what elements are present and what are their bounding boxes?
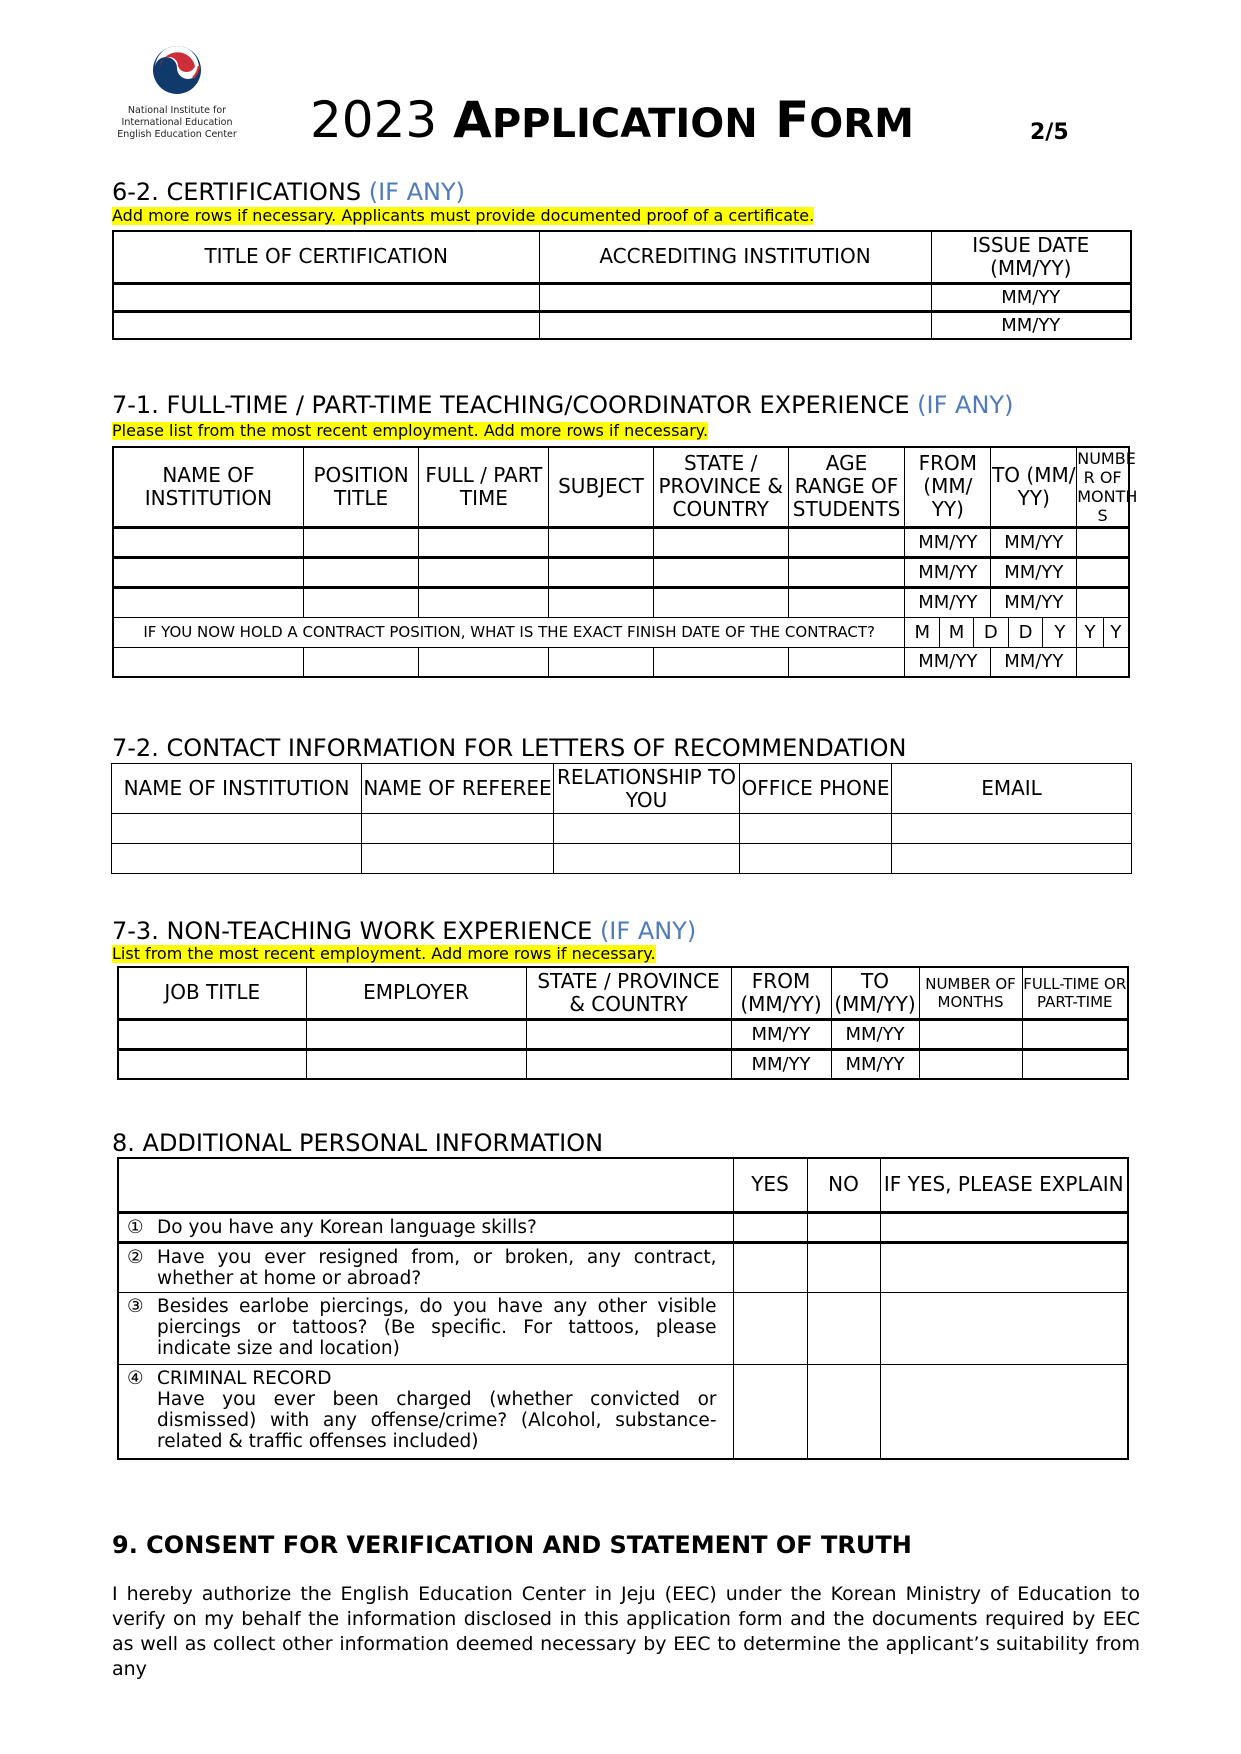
months-cell[interactable]: [919, 1019, 1022, 1049]
personal-table: [117, 1157, 1129, 1460]
column-header: POSITION TITLE: [303, 447, 419, 527]
question-row: [118, 1212, 1128, 1242]
column-header: NAME OF INSTITUTION: [112, 764, 362, 814]
contract-question: IF YOU NOW HOLD A CONTRACT POSITION, WHAT IS THE EXACT FINISH DATE OF THE CONTRACT?: [113, 617, 905, 647]
title-letter: F: [775, 91, 810, 149]
section-suffix: (IF ANY): [917, 391, 1014, 419]
institution-cell[interactable]: [113, 647, 303, 677]
table-row: [113, 311, 1131, 339]
logo: [112, 44, 242, 141]
contract-row: [113, 617, 1129, 647]
section-suffix: (IF ANY): [368, 178, 465, 206]
yes-cell[interactable]: [733, 1242, 807, 1292]
certifications-note: Add more rows if necessary. Applicants must provide documented proof of a certificate.: [112, 206, 815, 225]
column-header: YES: [733, 1158, 807, 1212]
question-cell: [118, 1364, 733, 1459]
consent-title: 9. CONSENT FOR VERIFICATION AND STATEMENT OF TRUTH: [112, 1531, 912, 1559]
question-row: [118, 1292, 1128, 1364]
institution-cell[interactable]: [112, 814, 362, 844]
taegeuk-logo-icon: [151, 44, 203, 96]
employer-cell[interactable]: [306, 1049, 526, 1079]
non-teaching-note: List from the most recent employment. Add more rows if necessary.: [112, 944, 656, 963]
teaching-note: Please list from the most recent employment. Add more rows if necessary.: [112, 421, 709, 440]
title-smallcaps: ORM: [809, 101, 914, 147]
column-header: ISSUE DATE (MM/YY): [931, 231, 1131, 283]
subject-cell[interactable]: [549, 647, 653, 677]
position-cell[interactable]: [303, 647, 419, 677]
table-header-row: [113, 231, 1131, 283]
question-row: [118, 1242, 1128, 1292]
table-header-row: [118, 967, 1128, 1019]
position-cell[interactable]: [303, 527, 419, 557]
logo-line: International Education: [121, 117, 233, 128]
logo-line: National Institute for: [127, 105, 227, 116]
institution-cell[interactable]: [113, 527, 303, 557]
title-smallcaps: PPLICATION: [491, 101, 758, 147]
yes-cell[interactable]: [733, 1292, 807, 1364]
referee-cell[interactable]: [362, 814, 554, 844]
explain-cell[interactable]: [880, 1364, 1128, 1459]
to-cell[interactable]: MM/YY: [991, 527, 1077, 557]
from-cell[interactable]: MM/YY: [731, 1049, 831, 1079]
section-heading: 7-1. FULL-TIME / PART-TIME TEACHING/COORDINATOR EXPERIENCE: [112, 391, 910, 419]
table-header-row: [113, 447, 1129, 527]
section-title-personal: [112, 1129, 603, 1157]
relationship-cell[interactable]: [554, 844, 740, 874]
to-cell[interactable]: MM/YY: [831, 1019, 919, 1049]
question-text: Have you ever resigned from, or broken, any contract, whether at home or abroad?: [157, 1246, 717, 1289]
age-range-cell[interactable]: [788, 587, 905, 617]
question-number: ③: [127, 1295, 144, 1317]
logo-line: English Education Center: [117, 129, 237, 140]
to-cell[interactable]: MM/YY: [991, 587, 1077, 617]
section-heading: 7-3. NON-TEACHING WORK EXPERIENCE: [112, 917, 593, 945]
column-header: TO (MM/YY): [831, 967, 919, 1019]
table-row: [113, 587, 1129, 617]
question-text: Have you ever been charged (whether convicted or dismissed) with any offense/crime? (Alcohol, substance-related & traffic offenses included): [157, 1388, 717, 1452]
position-cell[interactable]: [303, 557, 419, 587]
phone-cell[interactable]: [740, 844, 892, 874]
references-table: [111, 763, 1132, 874]
column-header: RELATIONSHIP TO YOU: [554, 764, 740, 814]
relationship-cell[interactable]: [554, 814, 740, 844]
column-header: FULL-TIME OR PART-TIME: [1022, 967, 1128, 1019]
age-range-cell[interactable]: [788, 527, 905, 557]
location-cell[interactable]: [653, 557, 788, 587]
table-row: [113, 527, 1129, 557]
section-title-certifications: [112, 178, 465, 206]
section-title-references: [112, 734, 906, 762]
to-cell[interactable]: MM/YY: [991, 557, 1077, 587]
contract-date-box[interactable]: M: [940, 617, 974, 647]
column-header: EMPLOYER: [306, 967, 526, 1019]
to-cell[interactable]: MM/YY: [831, 1049, 919, 1079]
contract-date-box[interactable]: Y: [1077, 617, 1104, 647]
question-number: ②: [127, 1246, 144, 1268]
table-header-row: [118, 1158, 1128, 1212]
no-cell[interactable]: [807, 1242, 880, 1292]
column-header: SUBJECT: [549, 447, 653, 527]
question-cell: [118, 1242, 733, 1292]
fullpart-cell[interactable]: [419, 647, 549, 677]
explain-cell[interactable]: [880, 1292, 1128, 1364]
title-cell[interactable]: [113, 311, 539, 339]
no-cell[interactable]: [807, 1212, 880, 1242]
table-header-row: [112, 764, 1132, 814]
table-row: [112, 814, 1132, 844]
institution-cell[interactable]: [539, 283, 931, 311]
institution-cell[interactable]: [539, 311, 931, 339]
question-text: Besides earlobe piercings, do you have any other visible piercings or tattoos? (Be specific. For tattoos, please indicate size and location): [157, 1295, 717, 1359]
section-heading: 8. ADDITIONAL PERSONAL INFORMATION: [112, 1129, 604, 1157]
age-range-cell[interactable]: [788, 647, 905, 677]
question-heading: CRIMINAL RECORD: [157, 1367, 332, 1389]
question-row: [118, 1364, 1128, 1459]
column-header: EMAIL: [892, 764, 1132, 814]
table-row: [113, 283, 1131, 311]
section-suffix: (IF ANY): [599, 917, 697, 945]
months-cell[interactable]: [1077, 527, 1129, 557]
fullpart-cell[interactable]: [419, 527, 549, 557]
page-title: [310, 92, 914, 152]
job-title-cell[interactable]: [118, 1049, 306, 1079]
fulltime-cell[interactable]: [1022, 1049, 1128, 1079]
column-header: NAME OF REFEREE: [362, 764, 554, 814]
months-cell[interactable]: [919, 1049, 1022, 1079]
teaching-table: [112, 446, 1138, 678]
table-row: [118, 1019, 1128, 1049]
logo-text: [112, 105, 242, 141]
fullpart-cell[interactable]: [419, 557, 549, 587]
non-teaching-table: [117, 966, 1129, 1080]
column-header: TITLE OF CERTIFICATION: [113, 231, 539, 283]
column-header: STATE / PROVINCE & COUNTRY: [653, 447, 788, 527]
section-heading: 7-2. CONTACT INFORMATION FOR LETTERS OF RECOMMENDATION: [112, 734, 907, 762]
question-number: ①: [127, 1216, 144, 1238]
table-row: [113, 557, 1129, 587]
column-header: NUMBE R OF MONTH S: [1077, 447, 1129, 527]
location-cell[interactable]: [653, 527, 788, 557]
subject-cell[interactable]: [549, 587, 653, 617]
column-header: JOB TITLE: [118, 967, 306, 1019]
email-cell[interactable]: [892, 844, 1132, 874]
from-cell[interactable]: MM/YY: [905, 557, 991, 587]
consent-body: I hereby authorize the English Education Center in Jeju (EEC) under the Korean Ministry of Education to verify on my behalf the information disclosed in this application form and the documents required by EEC as well as collect other information deemed necessary by EEC to determine the applicant’s suitability from any: [112, 1583, 1140, 1680]
section-title-non-teaching: [112, 917, 696, 945]
location-cell[interactable]: [653, 587, 788, 617]
from-cell[interactable]: MM/YY: [905, 587, 991, 617]
age-range-cell[interactable]: [788, 557, 905, 587]
section-heading: 6-2. CERTIFICATIONS: [112, 178, 362, 206]
no-cell[interactable]: [807, 1292, 880, 1364]
section-title-teaching: [112, 391, 1013, 419]
issue-date-cell[interactable]: MM/YY: [931, 283, 1131, 311]
question-cell: [118, 1292, 733, 1364]
certifications-table: [112, 230, 1132, 340]
yes-cell[interactable]: [733, 1364, 807, 1459]
title-cell[interactable]: [113, 283, 539, 311]
column-header: OFFICE PHONE: [740, 764, 892, 814]
institution-cell[interactable]: [112, 844, 362, 874]
yes-cell[interactable]: [733, 1212, 807, 1242]
explain-cell[interactable]: [880, 1242, 1128, 1292]
column-header: AGE RANGE OF STUDENTS: [788, 447, 905, 527]
institution-cell[interactable]: [113, 557, 303, 587]
column-header: [118, 1158, 733, 1212]
months-cell[interactable]: [1077, 647, 1129, 677]
column-header: ACCREDITING INSTITUTION: [539, 231, 931, 283]
contract-date-box[interactable]: D: [973, 617, 1008, 647]
contract-date-box[interactable]: D: [1008, 617, 1043, 647]
fulltime-cell[interactable]: [1022, 1019, 1128, 1049]
months-cell[interactable]: [1077, 587, 1129, 617]
no-cell[interactable]: [807, 1364, 880, 1459]
employer-cell[interactable]: [306, 1019, 526, 1049]
location-cell[interactable]: [653, 647, 788, 677]
referee-cell[interactable]: [362, 844, 554, 874]
column-header: TO (MM/ YY): [991, 447, 1077, 527]
job-title-cell[interactable]: [118, 1019, 306, 1049]
page-number: 2/5: [1030, 120, 1069, 145]
from-cell[interactable]: MM/YY: [905, 527, 991, 557]
table-row: [113, 647, 1129, 677]
institution-cell[interactable]: [113, 587, 303, 617]
table-row: [112, 844, 1132, 874]
column-header: FROM (MM/ YY): [905, 447, 991, 527]
table-row: [118, 1049, 1128, 1079]
title-letter: A: [453, 91, 492, 149]
fullpart-cell[interactable]: [419, 587, 549, 617]
contract-date-box[interactable]: M: [905, 617, 940, 647]
position-cell[interactable]: [303, 587, 419, 617]
column-header: NUMBER OF MONTHS: [919, 967, 1022, 1019]
to-cell[interactable]: MM/YY: [991, 647, 1077, 677]
title-year: 2023: [310, 91, 438, 149]
column-header: NO: [807, 1158, 880, 1212]
column-header: FULL / PART TIME: [419, 447, 549, 527]
location-cell[interactable]: [526, 1019, 731, 1049]
issue-date-cell[interactable]: MM/YY: [931, 311, 1131, 339]
location-cell[interactable]: [526, 1049, 731, 1079]
from-cell[interactable]: MM/YY: [731, 1019, 831, 1049]
question-cell: [118, 1212, 733, 1242]
subject-cell[interactable]: [549, 527, 653, 557]
explain-cell[interactable]: [880, 1212, 1128, 1242]
months-cell[interactable]: [1077, 557, 1129, 587]
contract-date-box[interactable]: Y: [1103, 617, 1129, 647]
contract-date-box[interactable]: Y: [1043, 617, 1077, 647]
phone-cell[interactable]: [740, 814, 892, 844]
column-header: NAME OF INSTITUTION: [113, 447, 303, 527]
column-header: STATE / PROVINCE & COUNTRY: [526, 967, 731, 1019]
from-cell[interactable]: MM/YY: [905, 647, 991, 677]
question-text: Do you have any Korean language skills?: [157, 1216, 537, 1238]
question-number: ④: [127, 1367, 144, 1389]
column-header: IF YES, PLEASE EXPLAIN: [880, 1158, 1128, 1212]
column-header: FROM (MM/YY): [731, 967, 831, 1019]
email-cell[interactable]: [892, 814, 1132, 844]
subject-cell[interactable]: [549, 557, 653, 587]
